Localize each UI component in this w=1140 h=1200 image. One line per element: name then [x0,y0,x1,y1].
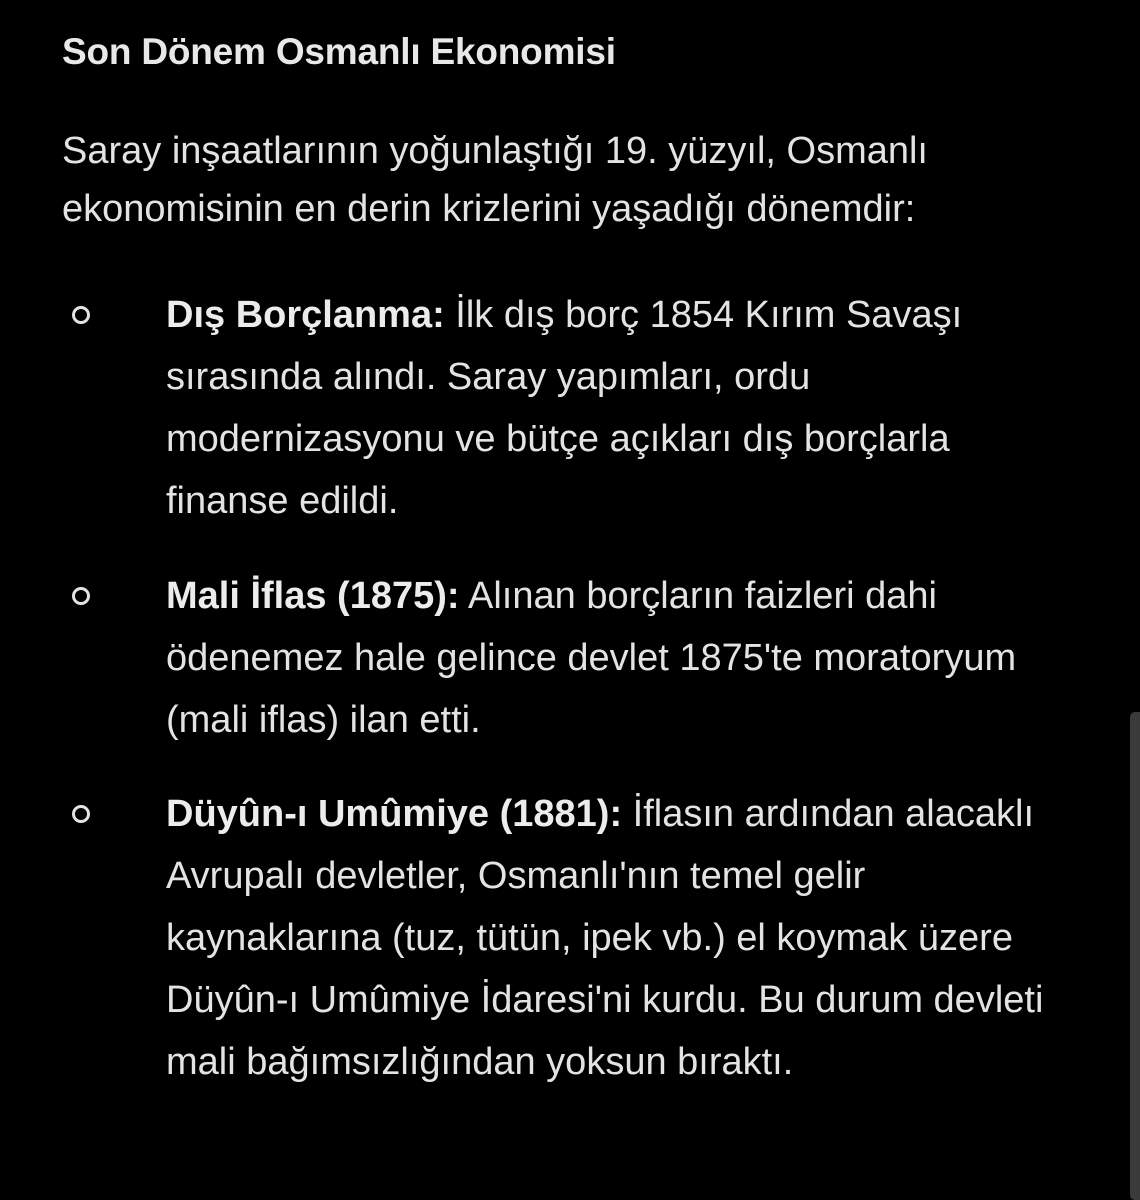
hollow-circle-bullet-icon [72,805,90,823]
message-content [62,22,1062,1083]
list-item-title: Düyûn-ı Umûmiye (1881): [166,793,623,835]
list-item-title: Mali İflas (1875): [166,575,460,617]
intro-paragraph: Saray inşaatlarının yoğunlaştığı 19. yüzyıl, Osmanlı ekonomisinin en derin krizlerini yaşadığı dönemdir: [62,130,928,230]
section-heading: Son Dönem Osmanlı Ekonomisi [62,31,616,72]
hollow-circle-bullet-icon [72,587,90,605]
list-item-title: Dış Borçlanma: [166,294,445,336]
list-item-text: Alınan borçların faizleri dahi ödenemez hale gelince devlet 1875'te moratoryum (mali iflas) ilan etti. [166,575,1017,741]
list-item-text: İlk dış borç 1854 Kırım Savaşı sırasında alındı. Saray yapımları, ordu modernizasyonu ve bütçe açıkları dış borçlarla finanse edildi. [166,294,963,522]
list-item-text: İflasın ardından alacaklı Avrupalı devletler, Osmanlı'nın temel gelir kaynaklarına (tuz, tütün, ipek vb.) el koymak üzere Düyûn-ı Umûmiye İdaresi'ni kurdu. Bu durum devleti mali bağımsızlığından yoksun bıraktı. [166,793,1044,1083]
list-item [166,284,1056,532]
list-item [166,783,1056,1093]
scrollbar-thumb[interactable] [1130,712,1140,1200]
list-item [166,565,1056,751]
hollow-circle-bullet-icon [72,306,90,324]
